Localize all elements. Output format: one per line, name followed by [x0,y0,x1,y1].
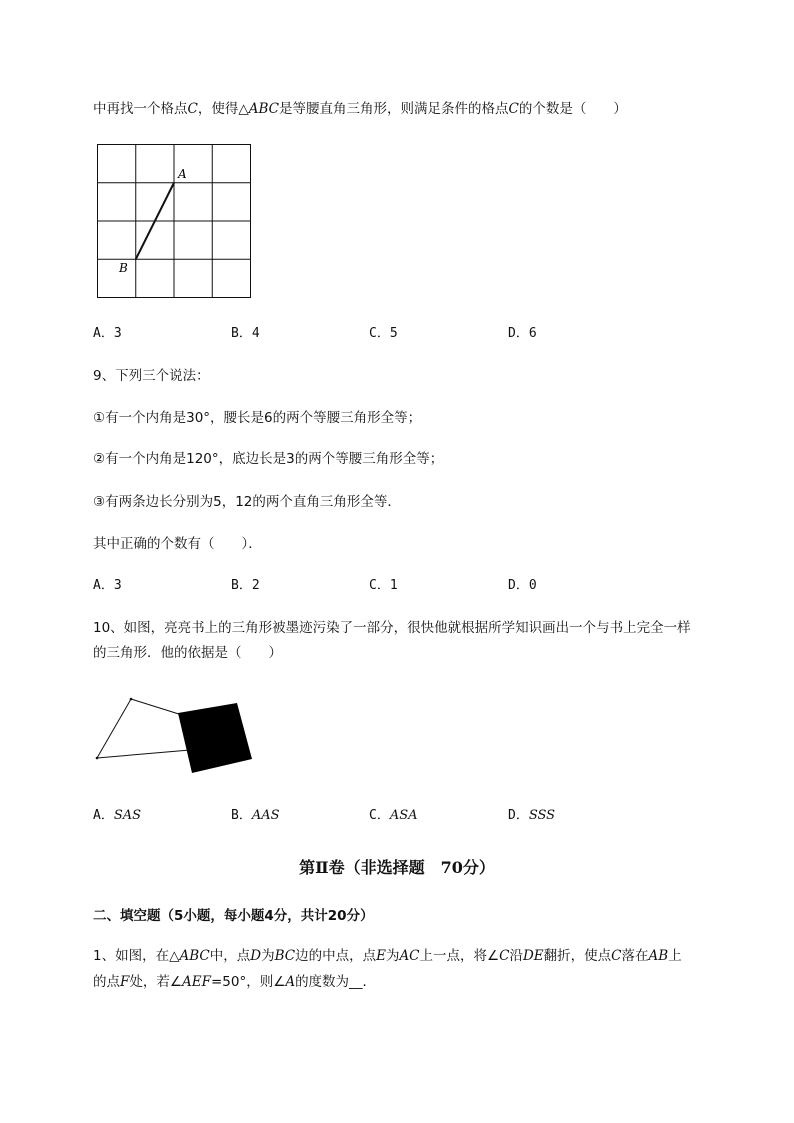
q8-option-c[interactable]: C．5 [369,326,398,341]
fill1-var: AEF [181,974,211,990]
q9-statement-2: ②有一个内角是120°，底边长是3的两个等腰三角形全等； [93,451,444,467]
fill1-text: 边的中点，点 [295,948,377,964]
q9-option-d[interactable]: D．0 [508,578,537,593]
fill1-text: 上一点，将∠ [419,948,500,964]
fill1-var: E [376,948,386,964]
q10-option-value: ASA [389,808,418,823]
q10-option-prefix: A． [93,808,114,823]
q8-option-d[interactable]: D．6 [508,326,537,341]
fill1-var: C [611,948,622,964]
section-title: 第Ⅱ卷（非选择题 70分） [299,858,495,877]
ink-triangle-figure [90,690,270,785]
point-b-label: B [119,261,128,275]
q9-statement-1: ①有一个内角是30°，腰长是6的两个等腰三角形全等； [93,410,422,426]
q9-stem: 9、下列三个说法： [93,368,210,384]
ink-blot [178,703,252,773]
q10-option-b[interactable] [231,806,280,826]
point-a-label: A [178,167,187,181]
triangle-vertex-top [130,698,133,701]
fill1-text: 上 [668,948,682,964]
q10-option-a[interactable] [93,806,141,826]
q9-ask: 其中正确的个数有（ ）． [93,536,262,552]
q10-option-value: AAS [251,808,280,823]
fill1-var: AB [648,948,669,964]
fill1-text: 中，点 [209,948,251,964]
fill1-var: C [499,948,510,964]
grid-figure [90,138,260,308]
fill1-text: 落在 [621,948,649,964]
fill1-text: 为 [385,948,400,964]
triangle-vertex-left [96,757,99,760]
fill1-text: 沿 [509,948,523,964]
q8-var-c: C [508,101,519,117]
fill1-line1 [93,946,682,966]
q9-option-c[interactable]: C．1 [369,578,398,593]
triangle-side-bottom [97,750,190,758]
q10-option-prefix: B． [231,808,252,823]
fill1-text: =50°，则∠ [210,974,286,990]
q10-stem-line1: 10、如图，亮亮书上的三角形被墨迹污染了一部分，很快他就根据所学知识画出一个与书上完全一样 [93,620,691,636]
q10-option-prefix: C． [369,808,390,823]
q8-var-c: C [187,101,198,117]
fill1-text: 的度数为__． [295,974,377,990]
fill1-var: ABC [179,948,210,964]
fill1-text: 为 [261,948,275,964]
q10-stem-line2: 的三角形．他的依据是（ ） [93,645,282,661]
q10-option-value: SSS [528,808,556,823]
fill1-var: A [285,974,296,990]
fill1-var: AC [399,948,420,964]
q8-stem-text: 是等腰直角三角形，则满足条件的格点 [278,101,509,117]
fill1-text: 1、如图，在△ [93,948,180,964]
q8-option-a[interactable]: A．3 [93,326,122,341]
fill1-var: D [250,948,262,964]
q8-option-b[interactable]: B．4 [231,326,260,341]
q10-option-value: SAS [113,808,142,823]
q8-var-abc: ABC [248,101,279,117]
q8-stem-text: 中再找一个格点 [93,101,188,117]
q10-option-c[interactable] [369,806,418,826]
q8-stem-text: 的个数是（ ） [518,101,627,117]
q8-stem [93,99,627,119]
fill1-var: BC [274,948,296,964]
fill1-text: 翻折，使点 [543,948,612,964]
q8-stem-text: ，使得△ [197,101,249,117]
q10-option-d[interactable] [508,806,555,826]
q9-option-b[interactable]: B．2 [231,578,260,593]
fill1-var: DE [522,948,544,964]
fill1-text: 的点 [93,974,120,990]
q9-statement-3: ③有两条边长分别为5，12的两个直角三角形全等． [93,494,401,510]
q10-option-prefix: D． [508,808,529,823]
part-title: 二、填空题（5小题，每小题4分，共计20分） [93,908,374,924]
fill1-text: 处，若∠ [129,974,182,990]
fill1-line2 [93,972,376,992]
triangle-side-left [97,699,131,758]
triangle-side-top [131,699,182,715]
fill1-var: F [120,974,130,990]
q9-option-a[interactable]: A．3 [93,578,122,593]
